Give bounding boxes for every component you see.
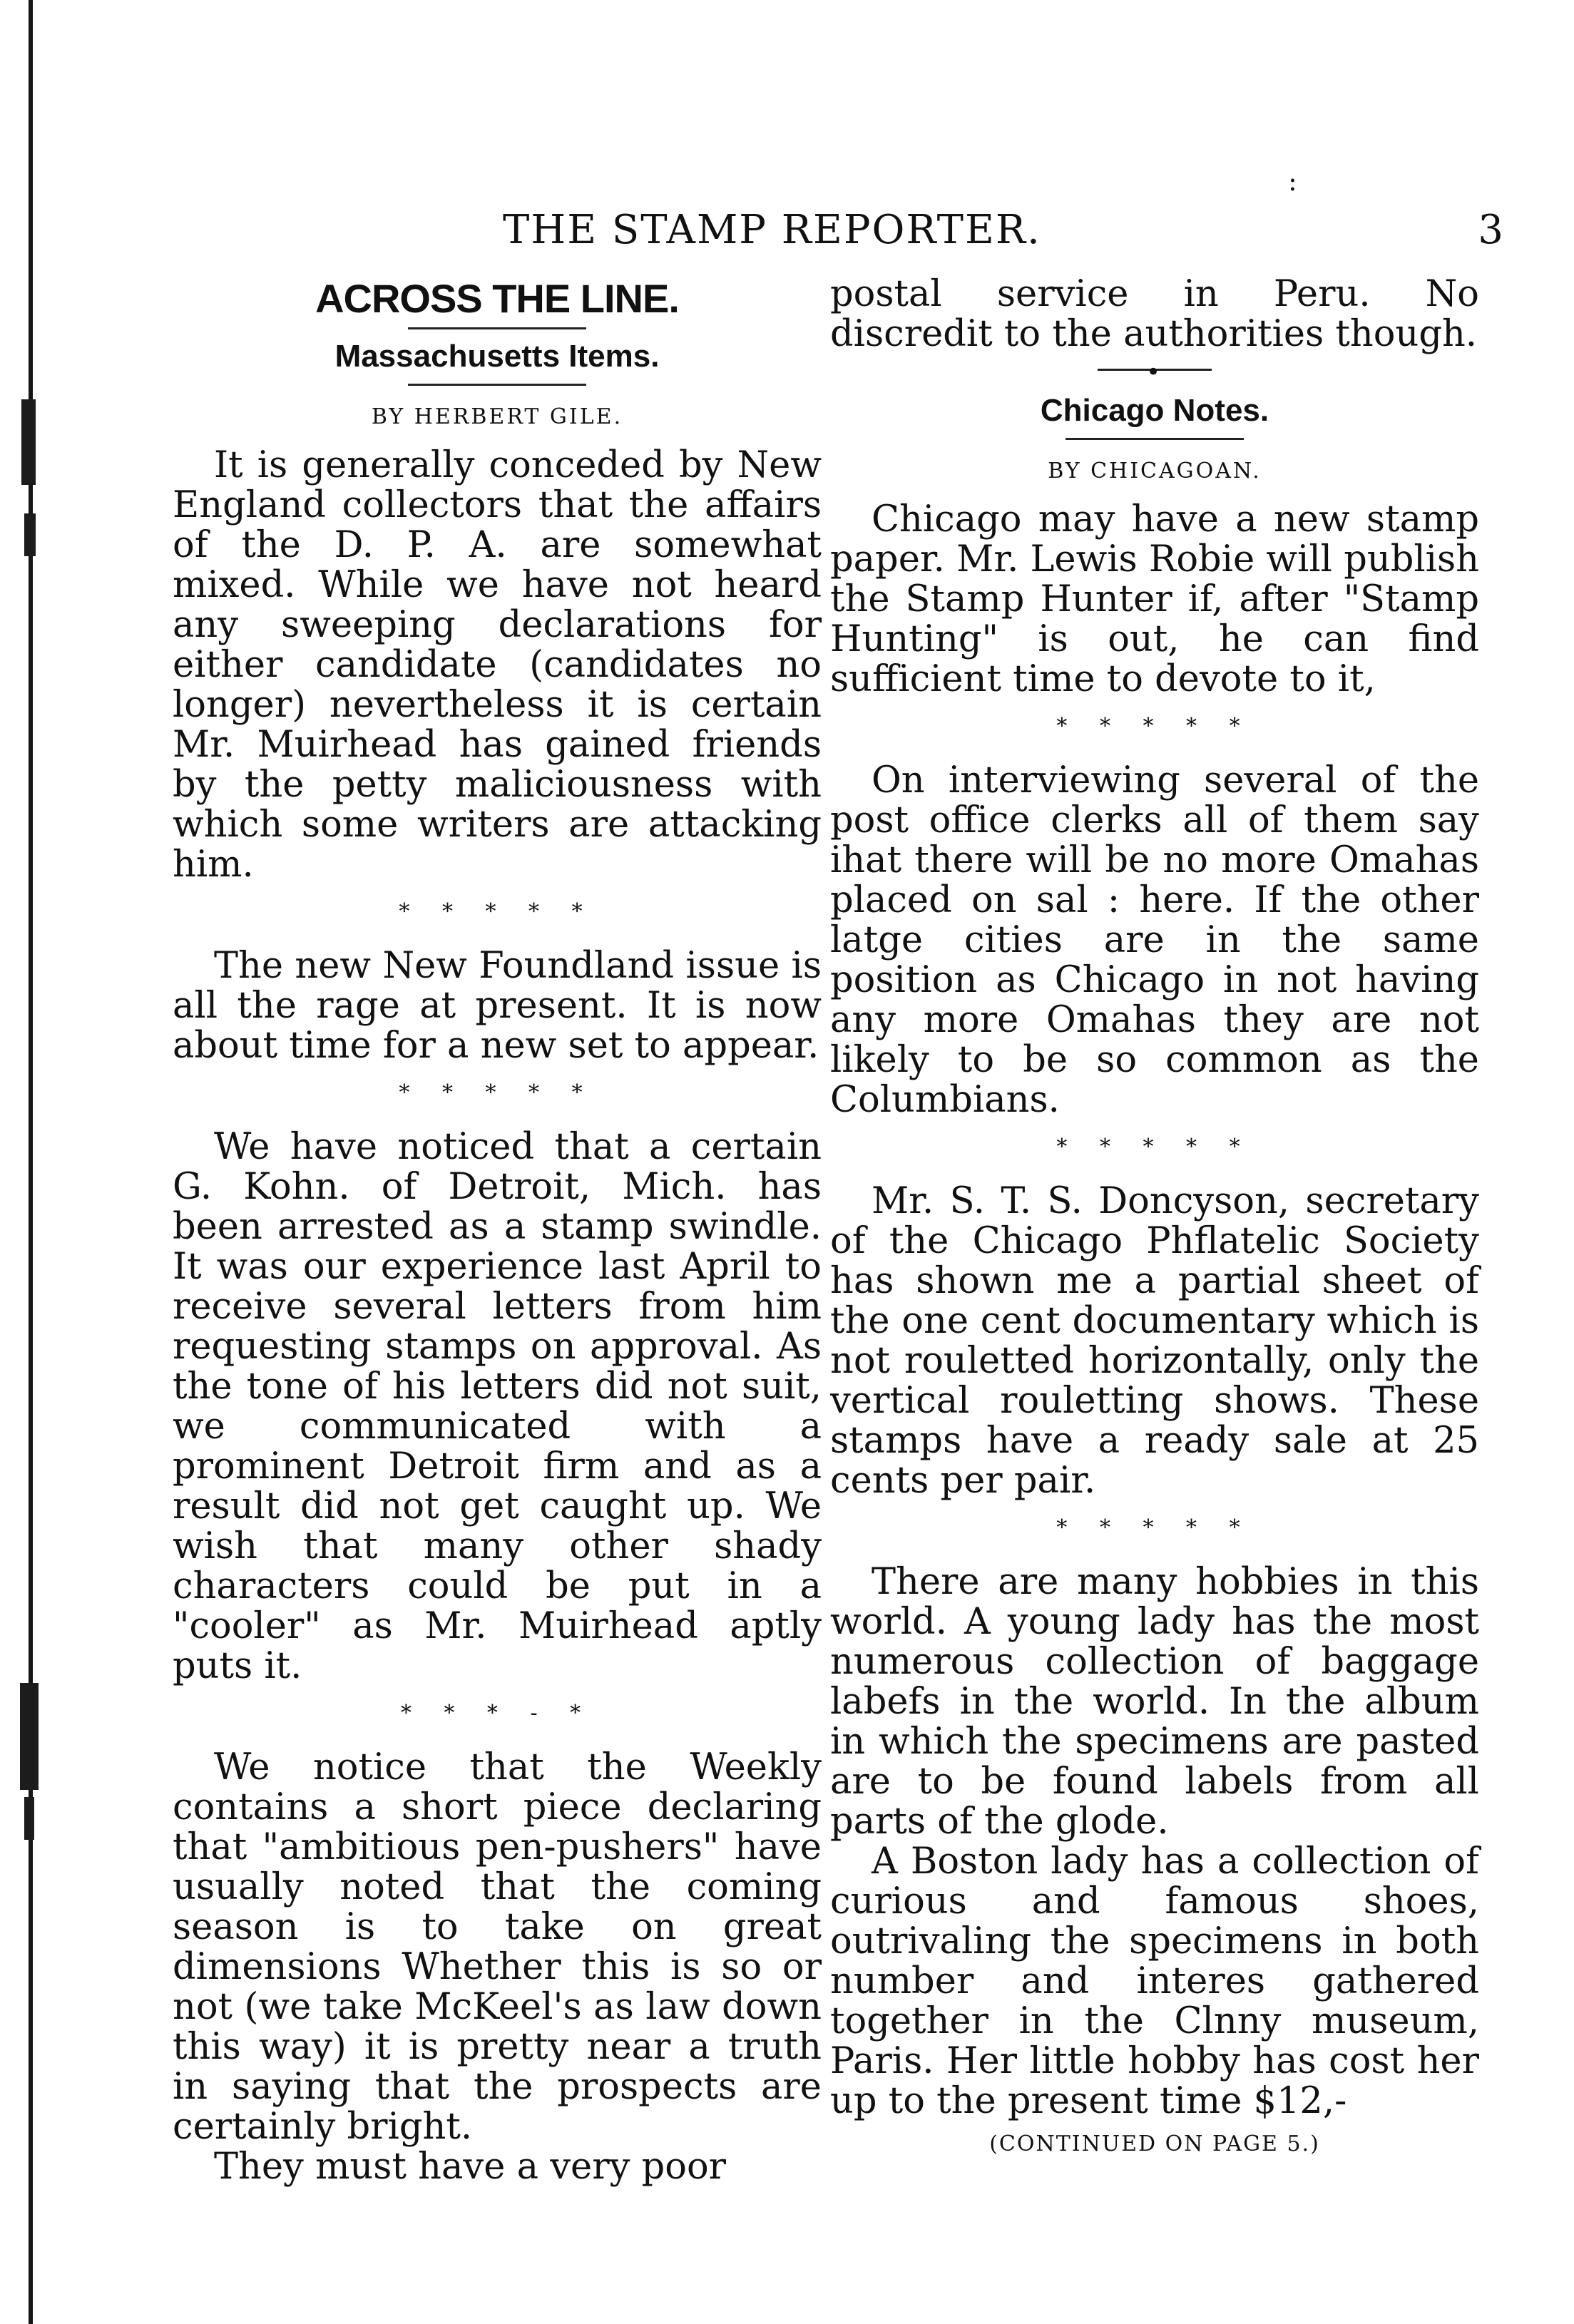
article-byline: BY CHICAGOAN. <box>1048 459 1262 483</box>
right-column <box>830 275 1479 2164</box>
article-paragraph: On interviewing several of the post office clerks all of them say ihat there will be no more Omahas placed on sal : here. If the other latge cities are in the same position as Chicago in not having any more Omahas they are not likely to be so common as the Columbians. <box>830 759 1479 1121</box>
section-separator: * * * * * <box>1056 714 1253 739</box>
section-separator: * * * * * <box>399 1080 596 1105</box>
corner-mark: : <box>1288 165 1297 197</box>
article-paragraph: We notice that the Weekly contains a short piece declaring that "ambitious pen-pushers" have usually noted that the coming season is to take on great dimensions Whether this is so or not (we take McKeel's as law down this way) it is pretty near a truth in saying that the prospects are certainly bright. <box>173 1746 822 2148</box>
left-column <box>173 275 822 2187</box>
spine-smudge <box>20 1683 39 1790</box>
article-title: Chicago Notes. <box>1040 393 1269 428</box>
spine-smudge <box>24 1797 34 1840</box>
article-title: Massachusetts Items. <box>334 339 660 374</box>
article-paragraph: A Boston lady has a collection of curious and famous shoes, outrivaling the specimens in both number and interes gathered together in the Clnny museum, Paris. Her little hobby has cost her up to the present time $12,- <box>830 1841 1479 2122</box>
spine-smudge <box>24 513 36 556</box>
article-paragraph: Chicago may have a new stamp paper. Mr. Lewis Robie will publish the Stamp Hunter if, after "Stamp Hunting" is out, he can find sufficient time to devote to it, <box>830 498 1479 700</box>
section-separator: * * * * * <box>1056 1135 1253 1160</box>
publication-title: THE STAMP REPORTER. <box>503 207 1041 253</box>
section-separator: * * * * * <box>399 899 596 924</box>
title-rule <box>1065 438 1244 440</box>
page-number: 3 <box>1478 207 1505 253</box>
page-spine-edge <box>29 0 33 2324</box>
running-header <box>171 207 1505 264</box>
article-paragraph: Mr. S. T. S. Doncyson, secretary of the Chicago Phflatelic Society has shown me a partial sheet of the one cent documentary which is not rouletted horizontally, only the vertical rouletting shows. These stamps have a ready sale at 25 cents per pair. <box>830 1180 1479 1502</box>
article-paragraph: There are many hobbies in this world. A young lady has the most numerous collection of baggage labefs in the world. In the album in which the specimens are pasted are to be found labels from all parts of the glode. <box>830 1561 1479 1843</box>
section-separator: * * * - * <box>400 1701 594 1726</box>
heading-rule <box>408 327 586 329</box>
article-paragraph: It is generally conceded by New England collectors that the affairs of the D. P. A. are somewhat mixed. While we have not heard any sweeping declarations for either candidate (candidates no longer) nevertheless it is certain Mr. Muirhead has gained friends by the petty maliciousness with which some writers are attacking him. <box>173 444 822 886</box>
article-paragraph: We have noticed that a certain G. Kohn. of Detroit, Mich. has been arrested as a stamp swindle. It was our experience last April to receive several letters from him requesting stamps on approval. As the tone of his letters did not suit, we communicated with a prominent Detroit firm and as a result did not get caught up. We wish that many other shady characters could be put in a "cooler" as Mr. Muirhead aptly puts it. <box>173 1126 822 1687</box>
section-heading: ACROSS THE LINE. <box>315 276 679 321</box>
continued-paragraph: postal service in Peru. No discredit to the authorities though. <box>830 273 1479 355</box>
article-paragraph: They must have a very poor <box>214 2146 727 2188</box>
section-separator: * * * * * <box>1056 1515 1253 1540</box>
article-byline: BY HERBERT GILE. <box>371 404 623 429</box>
continued-note: (CONTINUED ON PAGE 5.) <box>989 2131 1320 2156</box>
ornament-rule <box>1098 369 1212 371</box>
title-rule <box>408 384 586 386</box>
article-paragraph: The new New Foundland issue is all the rage at present. It is now about time for a new set to appear. <box>173 945 822 1067</box>
spine-smudge <box>21 399 36 485</box>
